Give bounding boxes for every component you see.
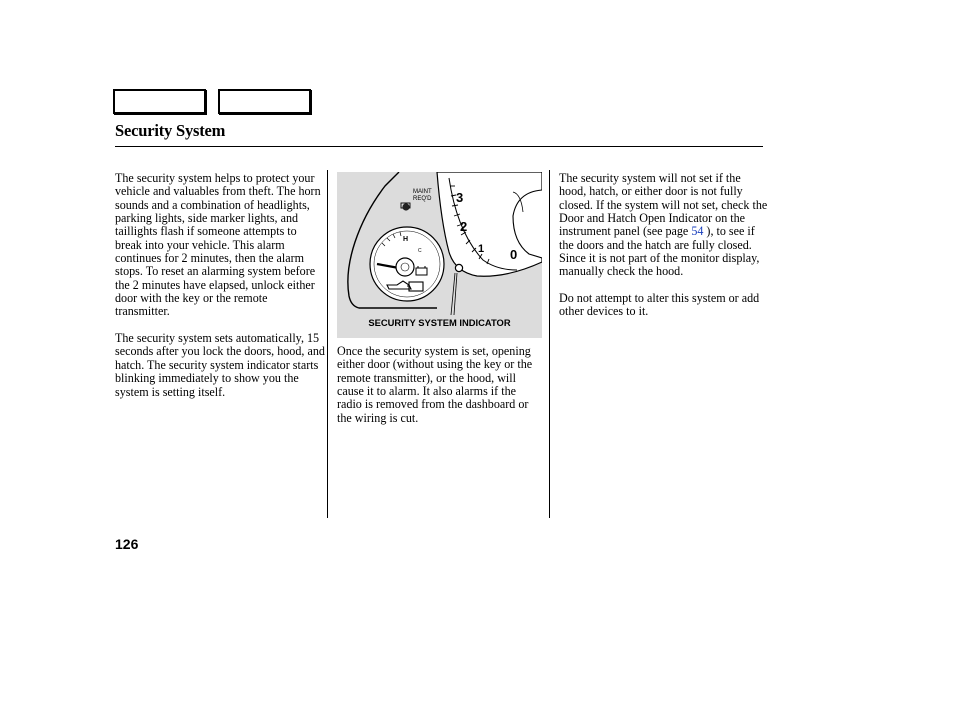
- temp-gauge-h-label: H: [403, 236, 409, 243]
- maint-label-line1: MAINT: [413, 189, 432, 195]
- column-3: [559, 172, 769, 319]
- column-2: [337, 345, 542, 425]
- column-1: [115, 172, 325, 399]
- instrument-cluster-illustration: [337, 172, 542, 338]
- figure-caption: SECURITY SYSTEM INDICATOR: [368, 317, 511, 328]
- tach-number-2: 2: [460, 219, 468, 234]
- tach-number-3: 3: [456, 190, 464, 205]
- paragraph-alarm-triggers: Once the security system is set, opening either door (without using the key or the remote transmitter), or the hood, will cause it to alarm. It also alarms if the radio is removed from the dashboard or the wiring is cut.: [337, 344, 533, 425]
- paragraph-security-overview: The security system helps to protect your vehicle and valuables from theft. The horn sounds and a combination of headlights, parking lights, side marker lights, and taillights flash if someone attempts to break into your vehicle. This alarm continues for 2 minutes, then the alarm stops. To reset an alarming system before the 2 minutes have elapsed, unlock either door with the key or the remote transmitter.: [115, 171, 321, 319]
- main-menu-button[interactable]: [113, 89, 206, 114]
- tach-number-1: 1: [478, 243, 485, 255]
- title-divider: [115, 146, 763, 147]
- paragraph-auto-set: The security system sets automatically, 15 seconds after you lock the doors, hood, and hatch. The security system indicator starts blinking immediately to show you the system is setting itself.: [115, 331, 325, 399]
- paragraph-do-not-alter: Do not attempt to alter this system or add other devices to it.: [559, 291, 760, 319]
- page-54-link[interactable]: 54: [691, 224, 704, 239]
- security-indicator-light: [455, 264, 462, 271]
- temp-gauge-c-label: C: [418, 248, 422, 254]
- text-after-link: ), to see if the doors and the hatch are fully closed. Since it is not part of the monitor display, manually check the hood.: [559, 224, 760, 279]
- page-number: 126: [115, 536, 139, 552]
- instrument-panel-figure: [337, 172, 542, 338]
- index-button[interactable]: [218, 89, 311, 114]
- tach-number-0: 0: [510, 247, 518, 262]
- text-before-link: The security system will not set if the hood, hatch, or either door is not fully closed. If the system will not set, check the Door and Hatch Open Indicator on the instrument panel (see page: [559, 171, 768, 239]
- page-title: Security System: [115, 121, 226, 140]
- column-divider: [549, 170, 550, 518]
- maint-label-line2: REQ'D: [413, 196, 432, 202]
- column-divider: [327, 170, 328, 518]
- paragraph-will-not-set: [559, 172, 769, 279]
